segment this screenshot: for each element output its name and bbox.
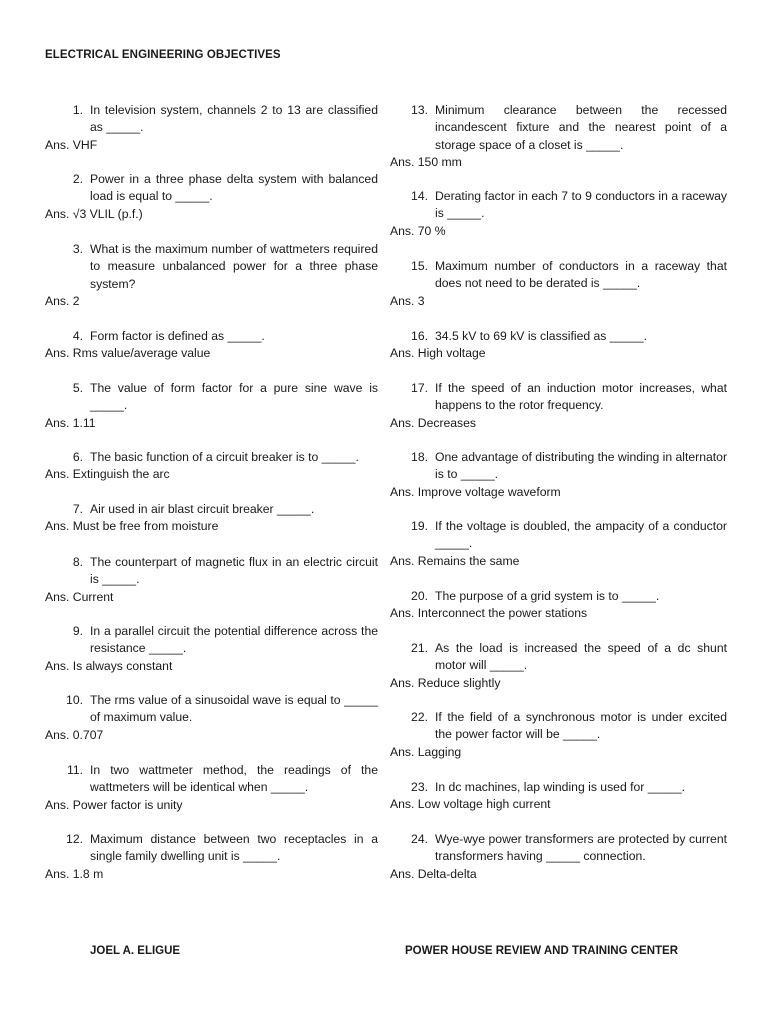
question-text: In two wattmeter method, the readings of the wattmeters will be identical when _____. (90, 763, 378, 795)
answer-text: Ans. 3 (390, 293, 425, 308)
answer-text: Ans. Rms value/average value (45, 346, 211, 361)
question-item (390, 779, 727, 814)
question-number: 14. (411, 189, 428, 203)
question-text: 34.5 kV to 69 kV is classified as _____. (435, 329, 648, 343)
question-number: 23. (411, 780, 428, 794)
answer-text: Ans. Low voltage high current (390, 797, 551, 812)
question-text: In dc machines, lap winding is used for _____. (435, 780, 685, 794)
question-text: The rms value of a sinusoidal wave is equal to _____ of maximum value. (90, 693, 378, 725)
footer-author: JOEL A. ELIGUE (90, 945, 181, 957)
question-text: If the speed of an induction motor increases, what happens to the rotor frequency. (435, 381, 727, 413)
answer-text: Ans. Extinguish the arc (45, 467, 170, 482)
question-item (390, 102, 727, 172)
question-number: 15. (411, 259, 428, 273)
question-item (390, 709, 727, 761)
question-number: 19. (411, 519, 428, 533)
question-number: 24. (411, 832, 428, 846)
question-number: 2. (72, 172, 83, 186)
question-text: The counterpart of magnetic flux in an electric circuit is _____. (90, 555, 378, 587)
page-title: ELECTRICAL ENGINEERING OBJECTIVES (45, 49, 281, 61)
question-text: The purpose of a grid system is to _____. (435, 589, 660, 603)
question-item (45, 328, 378, 363)
answer-text: Ans. High voltage (390, 346, 486, 361)
question-item (390, 258, 727, 310)
answer-text: Ans. 2 (45, 294, 80, 309)
question-item (45, 762, 378, 814)
question-item (45, 380, 378, 432)
question-text: The basic function of a circuit breaker is to _____. (90, 450, 359, 464)
question-number: 4. (72, 329, 83, 343)
question-text: What is the maximum number of wattmeters required to measure unbalanced power for a three phase system? (90, 242, 378, 291)
answer-text: Ans. Current (45, 589, 114, 604)
question-number: 3. (72, 242, 83, 256)
answer-text: Ans. Reduce slightly (390, 675, 501, 690)
question-text: Maximum number of conductors in a raceway that does not need to be derated is _____. (435, 259, 727, 291)
question-item (45, 102, 378, 154)
question-item (390, 328, 727, 363)
question-text: Air used in air blast circuit breaker _____. (90, 502, 315, 516)
question-item (45, 692, 378, 744)
answer-text: Ans. Is always constant (45, 658, 173, 673)
question-number: 10. (66, 693, 83, 707)
question-item (390, 188, 727, 240)
question-item (390, 449, 727, 501)
question-number: 18. (411, 450, 428, 464)
answer-text: Ans. Power factor is unity (45, 797, 183, 812)
question-number: 13. (411, 103, 428, 117)
question-number: 16. (411, 329, 428, 343)
answer-text: Ans. Improve voltage waveform (390, 484, 561, 499)
question-item (390, 380, 727, 432)
question-item (45, 554, 378, 606)
question-text: In a parallel circuit the potential difference across the resistance _____. (90, 624, 378, 656)
answer-text: Ans. 70 % (390, 223, 446, 238)
question-item (45, 501, 378, 536)
question-number: 20. (411, 589, 428, 603)
question-number: 21. (411, 641, 428, 655)
answer-text: Ans. Remains the same (390, 553, 520, 568)
answer-text: Ans. Must be free from moisture (45, 519, 219, 534)
question-number: 8. (72, 555, 83, 569)
footer-center: POWER HOUSE REVIEW AND TRAINING CENTER (405, 945, 679, 957)
question-text: Maximum distance between two receptacles in a single family dwelling unit is _____. (90, 832, 378, 864)
question-number: 22. (411, 710, 428, 724)
answer-text: Ans. 1.8 m (45, 866, 104, 881)
question-item (45, 171, 378, 223)
question-item (45, 831, 378, 883)
answer-text: Ans. Lagging (390, 744, 462, 759)
question-item (45, 623, 378, 675)
question-text: Power in a three phase delta system with balanced load is equal to _____. (90, 172, 378, 204)
question-text: As the load is increased the speed of a dc shunt motor will _____. (435, 641, 727, 673)
answer-text: Ans. 150 mm (390, 155, 462, 170)
question-text: The value of form factor for a pure sine wave is _____. (90, 381, 378, 413)
question-item (390, 518, 727, 570)
answer-text: Ans. 1.11 (45, 415, 96, 430)
question-text: Wye-wye power transformers are protected by current transformers having _____ connection. (435, 832, 727, 864)
question-number: 7. (72, 502, 83, 516)
question-number: 9. (72, 624, 83, 638)
question-item (390, 588, 727, 623)
question-number: 11. (66, 763, 83, 777)
question-item (390, 640, 727, 692)
answer-text: Ans. Delta-delta (390, 866, 477, 881)
question-text: Derating factor in each 7 to 9 conductors in a raceway is _____. (435, 189, 727, 221)
question-item (45, 449, 378, 484)
answer-text: Ans. VHF (45, 137, 98, 152)
question-text: One advantage of distributing the winding in alternator is to _____. (435, 450, 728, 482)
question-text: In television system, channels 2 to 13 are classified as _____. (90, 103, 378, 135)
question-text: If the voltage is doubled, the ampacity of a conductor _____. (435, 519, 727, 551)
answer-text: Ans. √3 VLIL (p.f.) (45, 206, 143, 221)
question-item (390, 831, 727, 883)
question-text: If the field of a synchronous motor is under excited the power factor will be _____. (435, 710, 727, 742)
answer-text: Ans. 0.707 (45, 727, 104, 742)
question-number: 6. (72, 450, 83, 464)
answer-text: Ans. Decreases (390, 415, 477, 430)
question-item (45, 241, 378, 311)
question-number: 5. (72, 381, 83, 395)
question-number: 17. (411, 381, 428, 395)
question-number: 12. (66, 832, 83, 846)
question-number: 1. (72, 103, 83, 117)
answer-text: Ans. Interconnect the power stations (390, 606, 588, 621)
question-text: Minimum clearance between the recessed incandescent fixture and the nearest point of a storage space of a closet is _____. (435, 103, 727, 152)
question-text: Form factor is defined as _____. (90, 329, 265, 343)
